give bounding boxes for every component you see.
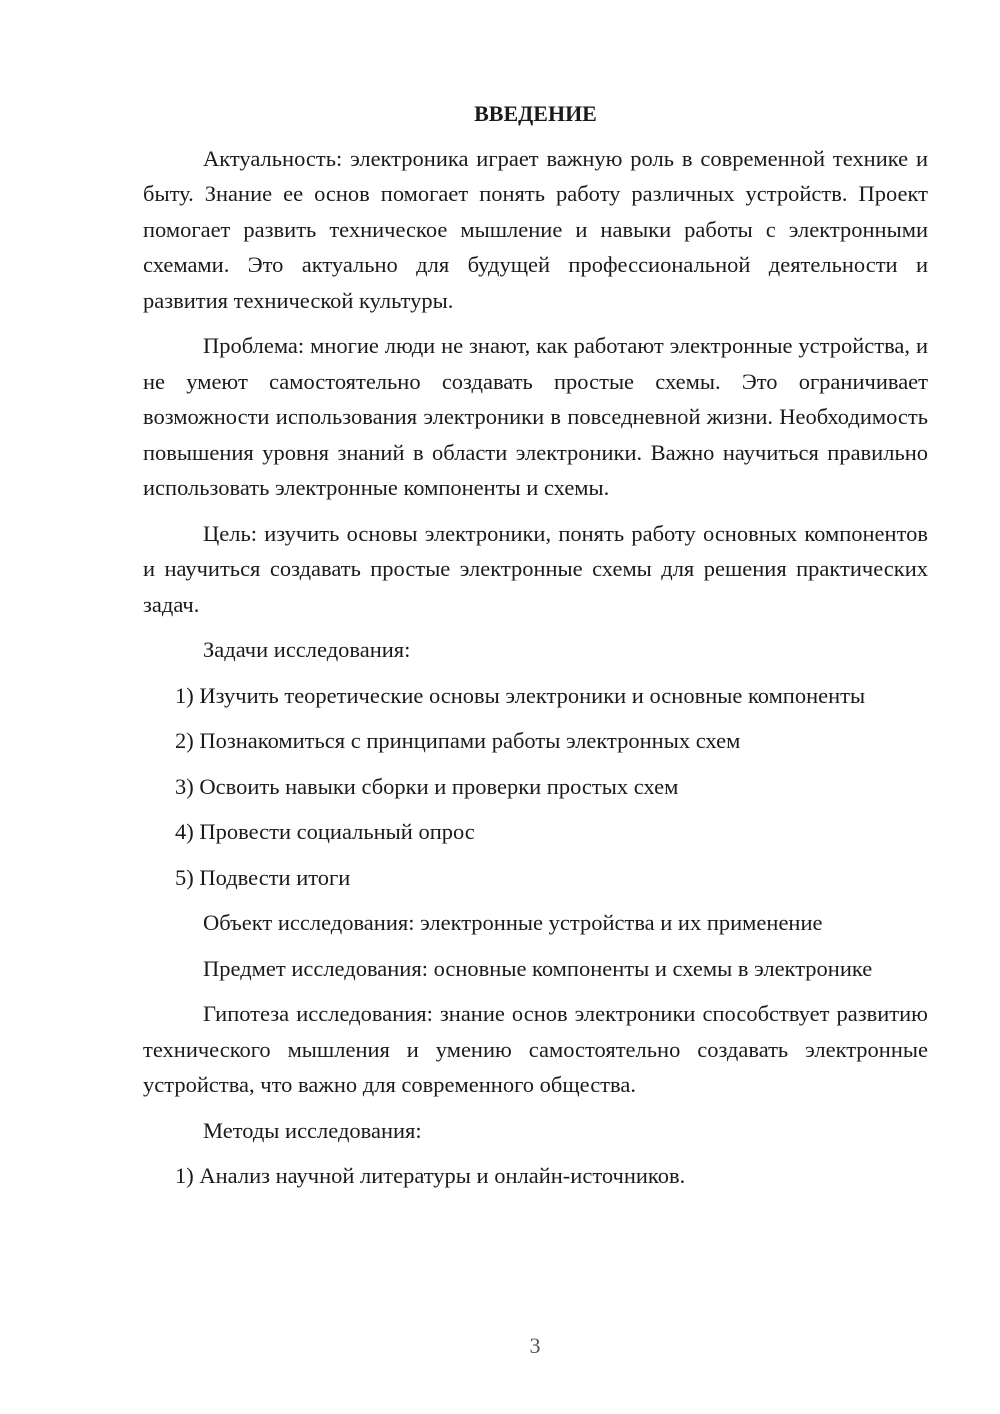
- actuality-paragraph: Актуальность: электроника играет важную роль в современной технике и быту. Знание ее основ помогает понять работу различных устройств. Проект помогает развить техническое мышление и навыки работы с электронными схемами. Это актуально для будущей профессиональной деятельности и развития технической культуры.: [143, 145, 928, 313]
- document-page: [143, 96, 928, 1204]
- method-item-1: 1) Анализ научной литературы и онлайн-источников.: [175, 1163, 686, 1188]
- page-number: 3: [529, 1333, 541, 1358]
- hypothesis-paragraph: Гипотеза исследования: знание основ электроники способствует развитию технического мышления и умению самостоятельно создавать электронные устройства, что важно для современного общества.: [143, 1001, 928, 1097]
- task-item-3: 3) Освоить навыки сборки и проверки простых схем: [175, 773, 679, 799]
- task-item-5: 5) Подвести итоги: [175, 864, 351, 890]
- object-paragraph: Объект исследования: электронные устройства и их применение: [203, 910, 823, 935]
- tasks-heading: Задачи исследования:: [203, 637, 411, 662]
- task-item-2: 2) Познакомиться с принципами работы электронных схем: [175, 728, 741, 753]
- methods-heading: Методы исследования:: [203, 1117, 422, 1143]
- goal-paragraph: Цель: изучить основы электроники, понять работу основных компонентов и научиться создавать простые электронные схемы для решения практических задач.: [143, 520, 928, 617]
- task-item-1: 1) Изучить теоретические основы электроники и основные компоненты: [175, 682, 866, 708]
- section-title: ВВЕДЕНИЕ: [474, 101, 597, 126]
- problem-paragraph: Проблема: многие люди не знают, как работают электронные устройства, и не умеют самостоятельно создавать простые схемы. Это ограничивает возможности использования электроники в повседневной жизни. Необходимость повышения уровня знаний в области электроники. Важно научиться правильно использовать электронные компоненты и схемы.: [143, 333, 928, 500]
- task-item-4: 4) Провести социальный опрос: [175, 819, 475, 844]
- subject-paragraph: Предмет исследования: основные компоненты и схемы в электронике: [203, 955, 873, 981]
